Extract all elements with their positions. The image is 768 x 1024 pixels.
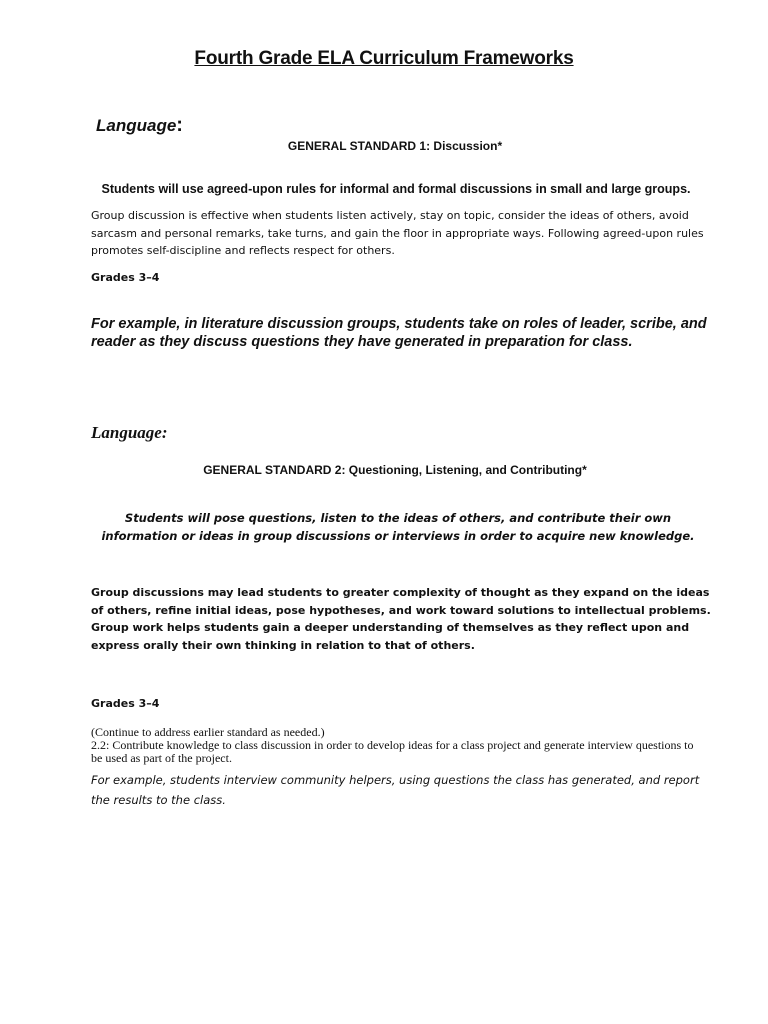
standard-2-description: Group discussions may lead students to greater complexity of thought as they expand on the ideas of others, refine initial ideas, pose hypotheses, and work toward solutions to intellectual problems. Group work helps students gain a deeper understanding of themselves as they reflect upon and express orally their own thinking in relation to that of others. [91,586,711,652]
document-title: Fourth Grade ELA Curriculum Frameworks [194,48,574,69]
section2-heading: Language: [91,423,168,442]
standard-2-statement: Students will pose questions, listen to the ideas of others, and contribute their own information or ideas in group discussions or interviews in order to acquire new knowledge. [101,511,695,543]
section1-heading [96,114,183,137]
continue-note: (Continue to address earlier standard as needed.) [91,725,325,739]
general-standard-1-title: GENERAL STANDARD 1: Discussion* [287,139,503,153]
standard-2-example: For example, students interview community helpers, using questions the class has generated, and report the results to the class. [91,773,700,807]
standard-2-2-item: 2.2: Contribute knowledge to class discussion in order to develop ideas for a class project and generate interview questions to be used as part of the project. [91,738,694,765]
grades-label-1: Grades 3–4 [91,271,160,284]
standard-1-statement: Students will use agreed-upon rules for informal and formal discussions in small and large groups. [101,182,691,196]
section1-heading-colon: : [176,114,183,136]
general-standard-2-title: GENERAL STANDARD 2: Questioning, Listening, and Contributing* [203,463,587,477]
standard-1-description: Group discussion is effective when students listen actively, stay on topic, consider the ideas of others, avoid sarcasm and personal remarks, take turns, and gain the floor in appropriate ways. Following agreed-upon rules promotes self-discipline and reflects respect for others. [91,209,704,257]
standard-2-details [91,726,701,765]
section1-heading-text: Language [96,116,177,135]
standard-1-example: For example, in literature discussion groups, students take on roles of leader, scribe, and reader as they discuss questions they have generated in preparation for class. [91,316,707,350]
grades-label-2: Grades 3–4 [91,697,160,710]
